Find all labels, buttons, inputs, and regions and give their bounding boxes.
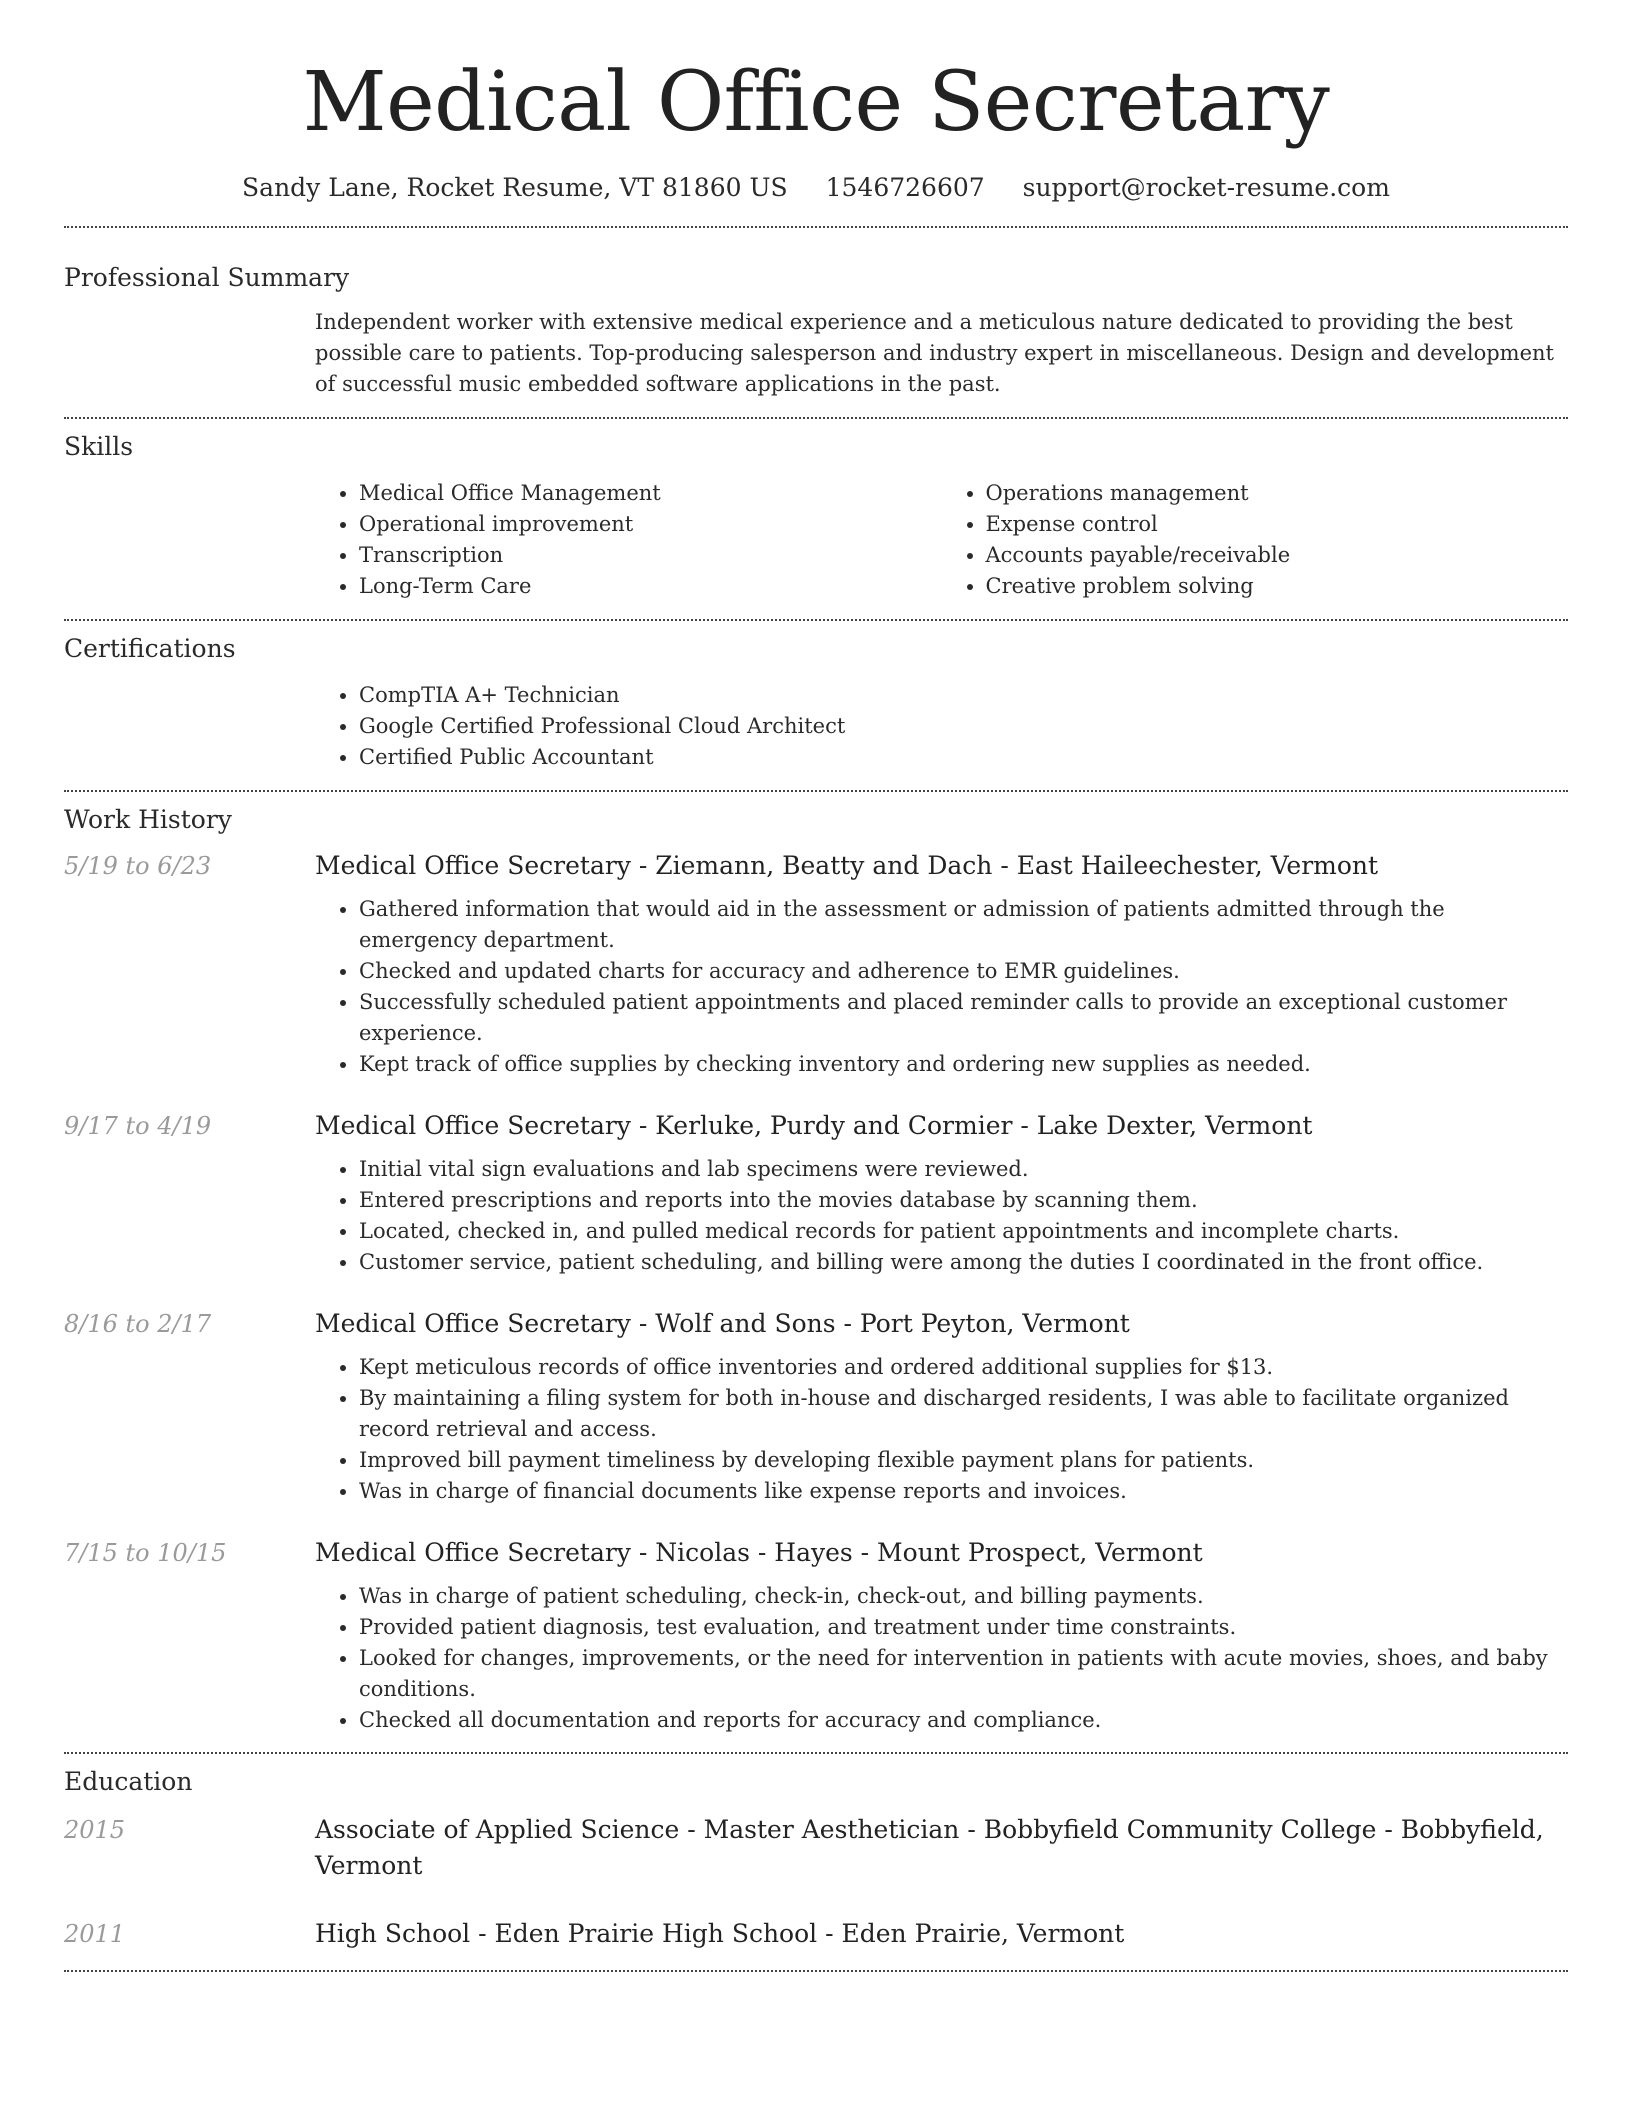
skill-item: • Operations management [986,478,1569,509]
job-bullet: • By maintaining a filing system for both in-house and discharged residents, I was able to facilitate organized record retrieval and access. [359,1383,1568,1445]
certification-item: • CompTIA A+ Technician [359,680,1568,711]
certifications-list [315,680,1568,773]
work-history-section [64,792,1568,1736]
skill-item: • Operational improvement [359,509,942,540]
education-entry [64,1812,1568,1884]
certifications-section [64,621,1568,773]
job-bullets [315,1154,1568,1278]
skill-item: • Creative problem solving [986,571,1569,602]
education-section [64,1754,1568,1952]
skills-list-left [315,478,942,602]
education-heading: Education [64,1767,193,1796]
contact-email: support@rocket-resume.com [1022,173,1390,202]
education-year: 2015 [64,1816,126,1844]
education-entry [64,1916,1568,1952]
job-bullet: • Was in charge of patient scheduling, check-in, check-out, and billing payments. [359,1581,1568,1612]
summary-text: Independent worker with extensive medical experience and a meticulous nature dedicated to providing the best possible care to patients. Top-producing salesperson and industry expert in miscellaneous. Design and development of successful music embedded software applications in the past. [315,310,1554,396]
job-bullet: • Was in charge of financial documents like expense reports and invoices. [359,1476,1568,1507]
certifications-heading: Certifications [64,634,236,663]
job-bullet: • Initial vital sign evaluations and lab specimens were reviewed. [359,1154,1568,1185]
job-bullets [315,894,1568,1080]
contact-phone: 1546726607 [825,173,985,202]
section-divider [64,1970,1568,1972]
skill-item: • Transcription [359,540,942,571]
skills-section [64,419,1568,602]
job-entry [64,1108,1568,1278]
certification-item: • Certified Public Accountant [359,742,1568,773]
skills-heading: Skills [64,432,134,461]
job-bullet: • Kept track of office supplies by checking inventory and ordering new supplies as needed. [359,1049,1568,1080]
job-bullet: • Successfully scheduled patient appointments and placed reminder calls to provide an exceptional customer experience. [359,987,1568,1049]
job-title: Medical Office Secretary - Wolf and Sons - Port Peyton, Vermont [315,1309,1130,1338]
summary-heading: Professional Summary [64,263,350,292]
job-dates: 5/19 to 6/23 [64,852,212,880]
job-dates: 9/17 to 4/19 [64,1112,212,1140]
education-title: High School - Eden Prairie High School - Eden Prairie, Vermont [315,1919,1125,1948]
job-dates: 7/15 to 10/15 [64,1539,227,1567]
contact-line [64,172,1568,204]
job-dates: 8/16 to 2/17 [64,1310,212,1338]
job-bullets [315,1352,1568,1507]
job-entry [64,1306,1568,1507]
job-bullet: • Entered prescriptions and reports into the movies database by scanning them. [359,1185,1568,1216]
skills-list-right [942,478,1569,602]
job-bullets [315,1581,1568,1736]
work-history-heading: Work History [64,805,232,834]
skill-item: • Accounts payable/receivable [986,540,1569,571]
job-bullet: • Checked all documentation and reports for accuracy and compliance. [359,1705,1568,1736]
job-title: Medical Office Secretary - Ziemann, Beatty and Dach - East Haileechester, Vermont [315,851,1379,880]
job-title: Medical Office Secretary - Nicolas - Hayes - Mount Prospect, Vermont [315,1538,1203,1567]
education-year: 2011 [64,1920,126,1948]
education-title: Associate of Applied Science - Master Aesthetician - Bobbyfield Community College - Bobbyfield, Vermont [315,1815,1544,1880]
job-bullet: • Located, checked in, and pulled medical records for patient appointments and incomplete charts. [359,1216,1568,1247]
job-bullet: • Checked and updated charts for accuracy and adherence to EMR guidelines. [359,956,1568,987]
job-bullet: • Kept meticulous records of office inventories and ordered additional supplies for $13. [359,1352,1568,1383]
job-bullet: • Provided patient diagnosis, test evaluation, and treatment under time constraints. [359,1612,1568,1643]
resume-name: Medical Office Secretary [302,55,1330,150]
resume-page [64,0,1568,1972]
contact-address: Sandy Lane, Rocket Resume, VT 81860 US [242,173,788,202]
job-bullet: • Customer service, patient scheduling, and billing were among the duties I coordinated in the front office. [359,1247,1568,1278]
job-bullet: • Improved bill payment timeliness by developing flexible payment plans for patients. [359,1445,1568,1476]
summary-section [64,228,1568,400]
job-title: Medical Office Secretary - Kerluke, Purdy and Cormier - Lake Dexter, Vermont [315,1111,1313,1140]
skill-item: • Medical Office Management [359,478,942,509]
skill-item: • Long-Term Care [359,571,942,602]
job-bullet: • Gathered information that would aid in the assessment or admission of patients admitted through the emergency department. [359,894,1568,956]
job-bullet: • Looked for changes, improvements, or the need for intervention in patients with acute movies, shoes, and baby conditions. [359,1643,1568,1705]
certification-item: • Google Certified Professional Cloud Architect [359,711,1568,742]
job-entry [64,848,1568,1080]
skill-item: • Expense control [986,509,1569,540]
job-entry [64,1535,1568,1736]
